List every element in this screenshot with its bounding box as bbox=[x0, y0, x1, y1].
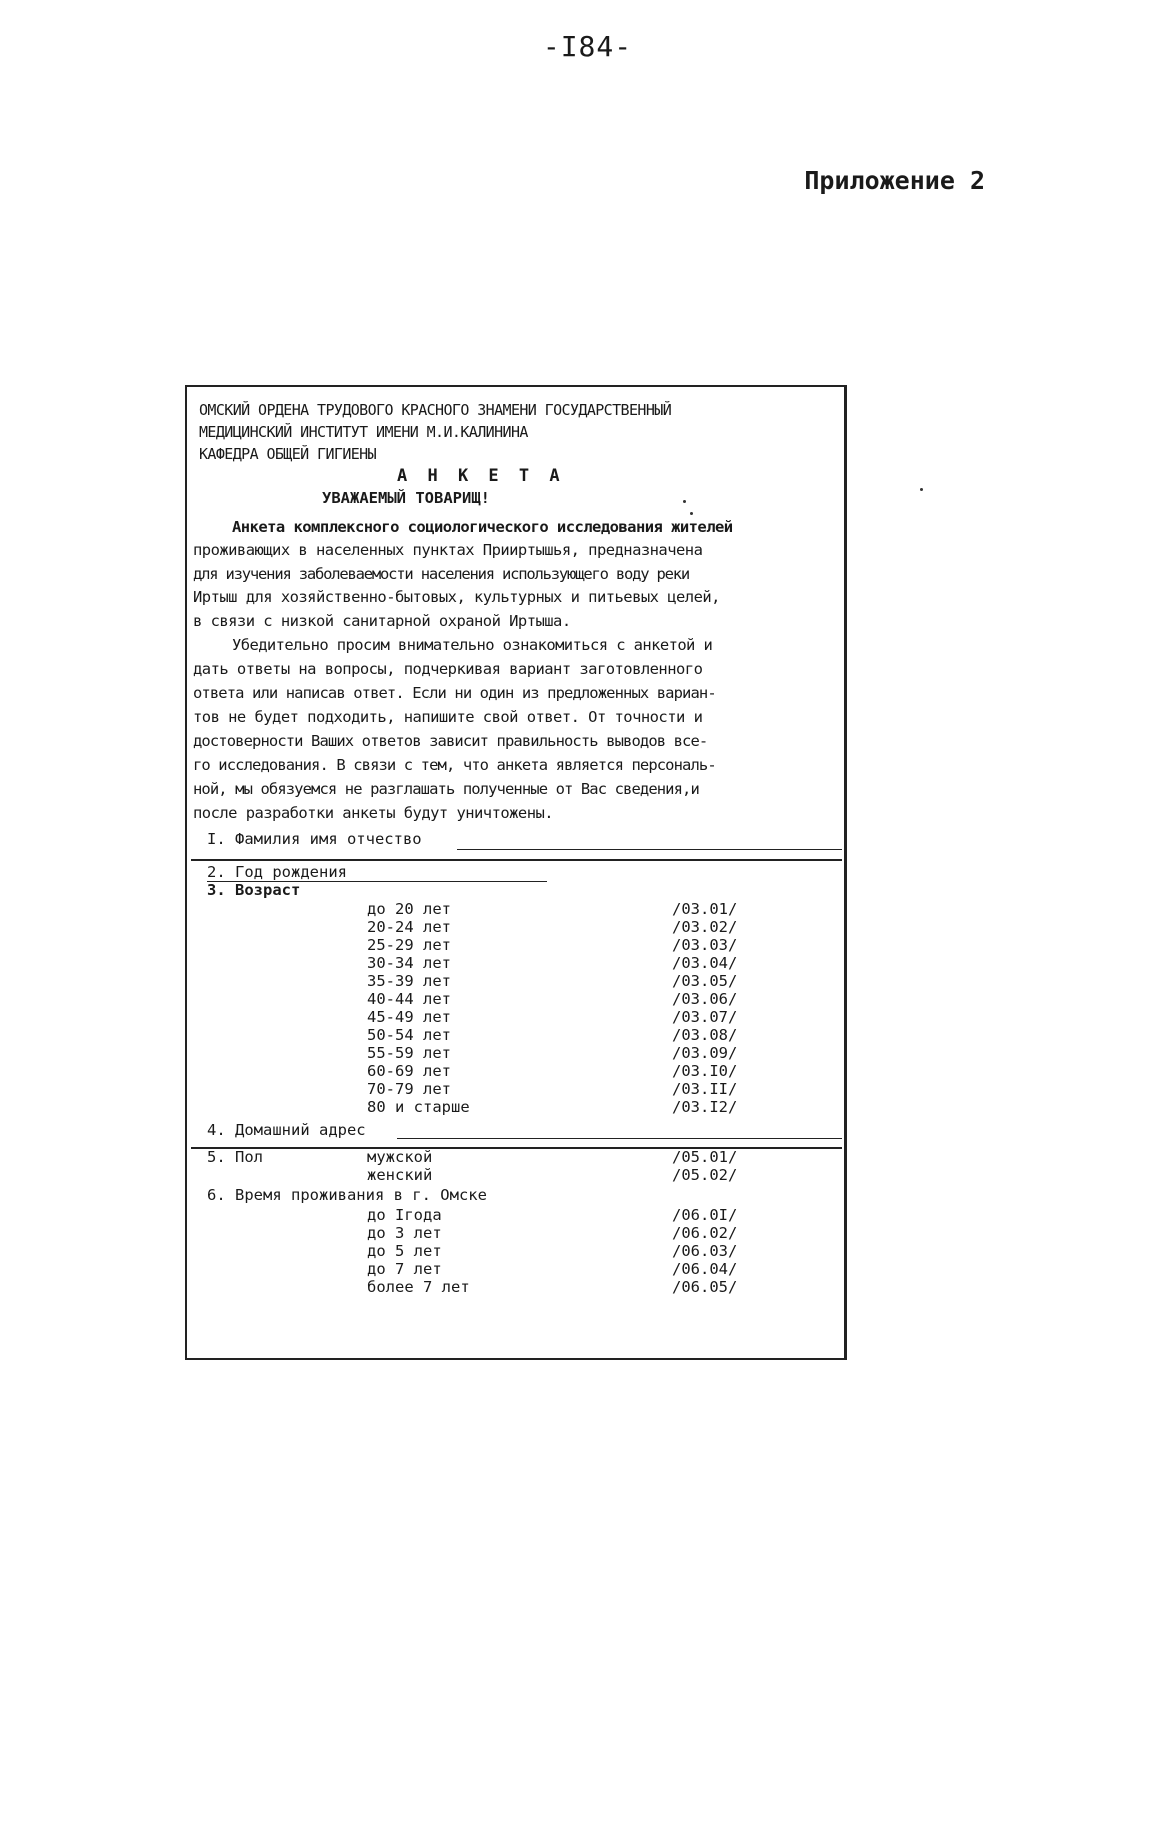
intro-line: проживающих в населенных пунктах Прииртышья, предназначена bbox=[193, 541, 703, 559]
question-age: 3. Возраст bbox=[207, 881, 301, 899]
form-greeting: УВАЖАЕМЫЙ ТОВАРИЩ! bbox=[322, 489, 490, 507]
residence-option[interactable]: до 7 лет bbox=[367, 1260, 442, 1278]
age-option[interactable]: 20-24 лет bbox=[367, 918, 451, 936]
full-name-answer-line[interactable] bbox=[457, 849, 842, 850]
home-address-second-line[interactable] bbox=[191, 1147, 842, 1149]
age-option[interactable]: до 20 лет bbox=[367, 900, 451, 918]
question-residence-duration: 6. Время проживания в г. Омске bbox=[207, 1186, 487, 1204]
age-option-code: /03.II/ bbox=[672, 1080, 738, 1098]
residence-option[interactable]: до Iгода bbox=[367, 1206, 442, 1224]
age-option-code: /03.02/ bbox=[672, 918, 738, 936]
request-line: тов не будет подходить, напишите свой ответ. От точности и bbox=[193, 708, 703, 726]
request-line: дать ответы на вопросы, подчеркивая вариант заготовленного bbox=[193, 660, 703, 678]
questionnaire-form bbox=[185, 385, 847, 1360]
age-option[interactable]: 40-44 лет bbox=[367, 990, 451, 1008]
sex-option-code: /05.01/ bbox=[672, 1148, 738, 1166]
appendix-label: Приложение 2 bbox=[804, 166, 985, 195]
age-option-code: /03.06/ bbox=[672, 990, 738, 1008]
age-option[interactable]: 35-39 лет bbox=[367, 972, 451, 990]
intro-line: для изучения заболеваемости населения использующего воду реки bbox=[193, 565, 690, 583]
intro-line: Иртыш для хозяйственно-бытовых, культурных и питьевых целей, bbox=[193, 588, 720, 606]
residence-option[interactable]: до 3 лет bbox=[367, 1224, 442, 1242]
form-header-institute: ОМСКИЙ ОРДЕНА ТРУДОВОГО КРАСНОГО ЗНАМЕНИ ГОСУДАРСТВЕННЫЙ bbox=[199, 401, 672, 419]
residence-option-code: /06.0I/ bbox=[672, 1206, 738, 1224]
question-full-name: I. Фамилия имя отчество bbox=[207, 830, 422, 848]
age-option-code: /03.05/ bbox=[672, 972, 738, 990]
age-option-code: /03.08/ bbox=[672, 1026, 738, 1044]
request-line: ответа или написав ответ. Если ни один из предложенных вариан- bbox=[193, 684, 716, 702]
request-line: достоверности Ваших ответов зависит правильность выводов все- bbox=[193, 732, 708, 750]
age-option-code: /03.I2/ bbox=[672, 1098, 738, 1116]
age-option[interactable]: 55-59 лет bbox=[367, 1044, 451, 1062]
sex-option[interactable]: мужской bbox=[367, 1148, 433, 1166]
age-option[interactable]: 30-34 лет bbox=[367, 954, 451, 972]
home-address-answer-line[interactable] bbox=[397, 1138, 842, 1139]
age-option-code: /03.03/ bbox=[672, 936, 738, 954]
age-option[interactable]: 80 и старше bbox=[367, 1098, 470, 1116]
residence-option-code: /06.03/ bbox=[672, 1242, 738, 1260]
age-option-code: /03.07/ bbox=[672, 1008, 738, 1026]
form-title: А Н К Е Т А bbox=[397, 466, 565, 486]
residence-option[interactable]: более 7 лет bbox=[367, 1278, 470, 1296]
sex-option[interactable]: женский bbox=[367, 1166, 433, 1184]
residence-option[interactable]: до 5 лет bbox=[367, 1242, 442, 1260]
residence-option-code: /06.04/ bbox=[672, 1260, 738, 1278]
age-option[interactable]: 50-54 лет bbox=[367, 1026, 451, 1044]
age-option-code: /03.04/ bbox=[672, 954, 738, 972]
intro-line: в связи с низкой санитарной охраной Иртыша. bbox=[193, 612, 571, 630]
question-home-address: 4. Домашний адрес bbox=[207, 1121, 366, 1139]
age-option[interactable]: 25-29 лет bbox=[367, 936, 451, 954]
age-option[interactable]: 70-79 лет bbox=[367, 1080, 451, 1098]
scan-speck bbox=[920, 488, 923, 491]
sex-option-code: /05.02/ bbox=[672, 1166, 738, 1184]
age-option-code: /03.01/ bbox=[672, 900, 738, 918]
age-option-code: /03.I0/ bbox=[672, 1062, 738, 1080]
form-header-institute-name: МЕДИЦИНСКИЙ ИНСТИТУТ ИМЕНИ М.И.КАЛИНИНА bbox=[199, 423, 528, 441]
request-line: после разработки анкеты будут уничтожены. bbox=[193, 804, 554, 822]
full-name-second-line[interactable] bbox=[191, 859, 842, 861]
residence-option-code: /06.05/ bbox=[672, 1278, 738, 1296]
page-number: -I84- bbox=[542, 30, 633, 63]
question-sex: 5. Пол bbox=[207, 1148, 263, 1166]
request-line: ной, мы обязуемся не разглашать полученные от Вас сведения,и bbox=[193, 780, 699, 798]
intro-line: Анкета комплексного социологического исследования жителей bbox=[232, 518, 733, 536]
request-line: го исследования. В связи с тем, что анкета является персональ- bbox=[193, 756, 716, 774]
form-header-department: КАФЕДРА ОБЩЕЙ ГИГИЕНЫ bbox=[199, 445, 377, 463]
age-option[interactable]: 60-69 лет bbox=[367, 1062, 451, 1080]
age-option-code: /03.09/ bbox=[672, 1044, 738, 1062]
question-birth-year: 2. Год рождения bbox=[207, 863, 347, 881]
age-option[interactable]: 45-49 лет bbox=[367, 1008, 451, 1026]
request-line: Убедительно просим внимательно ознакомиться с анкетой и bbox=[232, 636, 713, 654]
residence-option-code: /06.02/ bbox=[672, 1224, 738, 1242]
